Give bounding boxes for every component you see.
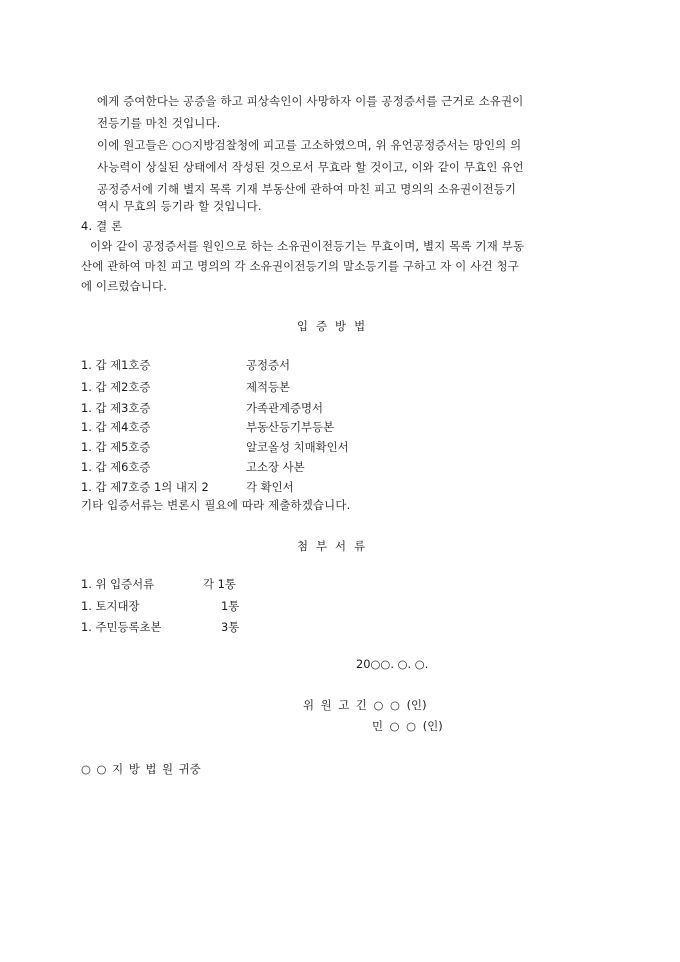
conclusion-line: 에 이르렀습니다. xyxy=(81,279,168,293)
evidence-value: 각 확인서 xyxy=(246,480,294,494)
evidence-value: 가족관계증명서 xyxy=(246,401,324,415)
evidence-value: 부동산등기부등본 xyxy=(246,420,335,434)
filing-date: 20○○. ○. ○. xyxy=(356,657,429,671)
evidence-value: 제적등본 xyxy=(246,380,291,394)
evidence-label: 1. 갑 제5호증 xyxy=(81,440,151,454)
body-line: 에게 증여한다는 공증을 하고 피상속인이 사망하자 이를 공정증서를 근거로 소유권이 xyxy=(97,94,524,108)
conclusion-line: 산에 관하여 마친 피고 명의의 각 소유권이전등기의 말소등기를 구하고 자 이 사건 청구 xyxy=(81,259,519,273)
evidence-title: 입 증 방 법 xyxy=(297,319,366,333)
conclusion-heading: 4. 결 론 xyxy=(81,219,123,233)
evidence-value: 알코올성 치매확인서 xyxy=(246,440,349,454)
body-line: 전등기를 마친 것입니다. xyxy=(97,116,221,130)
body-line: 역시 무효의 등기라 할 것입니다. xyxy=(97,199,262,213)
evidence-label: 1. 갑 제1호증 xyxy=(81,358,151,372)
attachment-value: 각 1통 xyxy=(203,577,236,591)
evidence-label: 1. 갑 제7호증 1의 내지 2 xyxy=(81,480,209,494)
attachments-title: 첨 부 서 류 xyxy=(297,539,366,553)
attachment-label: 1. 위 입증서류 xyxy=(81,577,155,591)
evidence-value: 공정증서 xyxy=(246,358,291,372)
evidence-note: 기타 입증서류는 변론시 필요에 따라 제출하겠습니다. xyxy=(81,498,351,512)
attachment-label: 1. 토지대장 xyxy=(81,599,140,613)
evidence-label: 1. 갑 제3호증 xyxy=(81,401,151,415)
evidence-label: 1. 갑 제6호증 xyxy=(81,460,151,474)
evidence-label: 1. 갑 제4호증 xyxy=(81,420,151,434)
body-line: 이에 원고들은 ○○지방검찰청에 피고를 고소하였으며, 위 유언공정증서는 망인의 의 xyxy=(97,138,522,152)
plaintiff-line: 민 ○ ○ (인) xyxy=(372,719,443,733)
plaintiff-line: 위 원 고 긴 ○ ○ (인) xyxy=(303,698,427,712)
attachment-value: 3통 xyxy=(221,620,240,634)
evidence-value: 고소장 사본 xyxy=(246,460,305,474)
court-addressee: ○ ○ 지 방 법 원 귀중 xyxy=(81,762,201,776)
conclusion-line: 이와 같이 공정증서를 원인으로 하는 소유권이전등기는 무효이며, 별지 목록 기재 부동 xyxy=(90,239,525,253)
body-line: 사능력이 상실된 상태에서 작성된 것으로서 무효라 할 것이고, 이와 같이 무효인 유언 xyxy=(97,160,524,174)
body-line: 공정증서에 기해 별지 목록 기재 부동산에 관하여 마친 피고 명의의 소유권이전등기 xyxy=(97,182,517,196)
evidence-label: 1. 갑 제2호증 xyxy=(81,380,151,394)
attachment-value: 1통 xyxy=(221,599,240,613)
attachment-label: 1. 주민등록초본 xyxy=(81,620,162,634)
